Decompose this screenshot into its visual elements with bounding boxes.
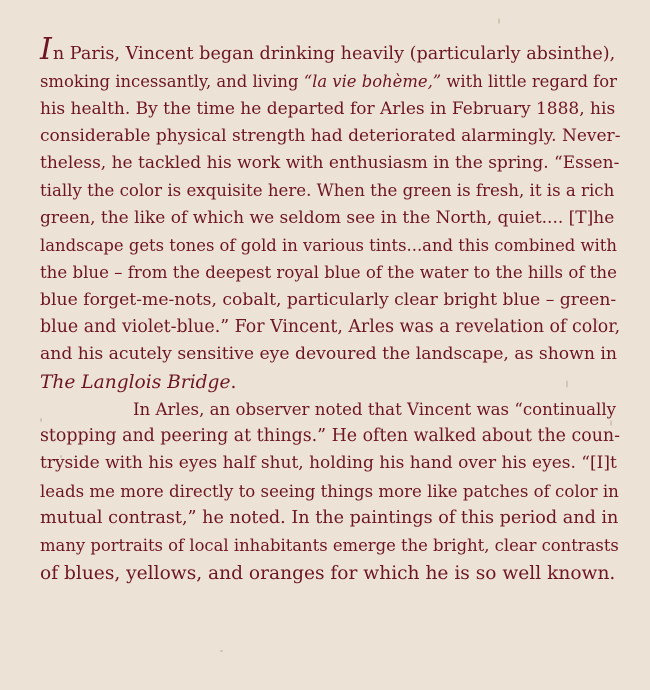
text-line: In Paris, Vincent began drinking heavily (particularly absinthe), <box>40 32 616 67</box>
text-line: landscape gets tones of gold in various tints...and this combined with <box>40 236 617 256</box>
paragraph-1 <box>40 32 621 396</box>
text-line: the blue – from the deepest royal blue of the water to the hills of the <box>40 263 617 283</box>
paper-fleck <box>498 18 500 24</box>
text-line: mutual contrast,” he noted. In the paintings of this period and in <box>40 508 619 529</box>
text-line: many portraits of local inhabitants emerge the bright, clear contrasts <box>40 536 619 556</box>
text-line: The Langlois Bridge. <box>40 371 237 393</box>
text-line: and his acutely sensitive eye devoured the landscape, as shown in <box>40 344 617 365</box>
painting-title: The Langlois Bridge <box>40 371 231 393</box>
text-line: stopping and peering at things.” He often walked about the coun- <box>40 426 620 447</box>
text-line: blue forget-me-nots, cobalt, particularly clear bright blue – green- <box>40 289 617 310</box>
text-line: In Arles, an observer noted that Vincent was “continually <box>133 399 617 419</box>
text-line: green, the like of which we seldom see in the North, quiet.... [T]he <box>40 207 615 228</box>
drop-cap: I <box>40 32 52 67</box>
article-body <box>40 32 621 587</box>
text-line: leads me more directly to seeing things more like patches of color in <box>40 481 619 501</box>
italic-phrase: “la vie bohème,” <box>303 72 442 92</box>
text-line: of blues, yellows, and oranges for which he is so well known. <box>40 562 616 584</box>
text-line: theless, he tackled his work with enthusiasm in the spring. “Essen- <box>40 153 620 174</box>
text-line: smoking incessantly, and living “la vie bohème,” with little regard for <box>40 72 617 92</box>
text-line: tially the color is exquisite here. When the green is fresh, it is a rich <box>40 181 615 201</box>
paragraph-2 <box>40 396 620 587</box>
text-line: blue and violet-blue.” For Vincent, Arles was a revelation of color, <box>40 316 621 337</box>
text-line: tryside with his eyes half shut, holding his hand over his eyes. “[I]t <box>40 453 617 474</box>
paper-fleck <box>220 650 223 652</box>
text-line: considerable physical strength had deteriorated alarmingly. Never- <box>40 125 621 146</box>
text-line: his health. By the time he departed for Arles in February 1888, his <box>40 98 616 119</box>
